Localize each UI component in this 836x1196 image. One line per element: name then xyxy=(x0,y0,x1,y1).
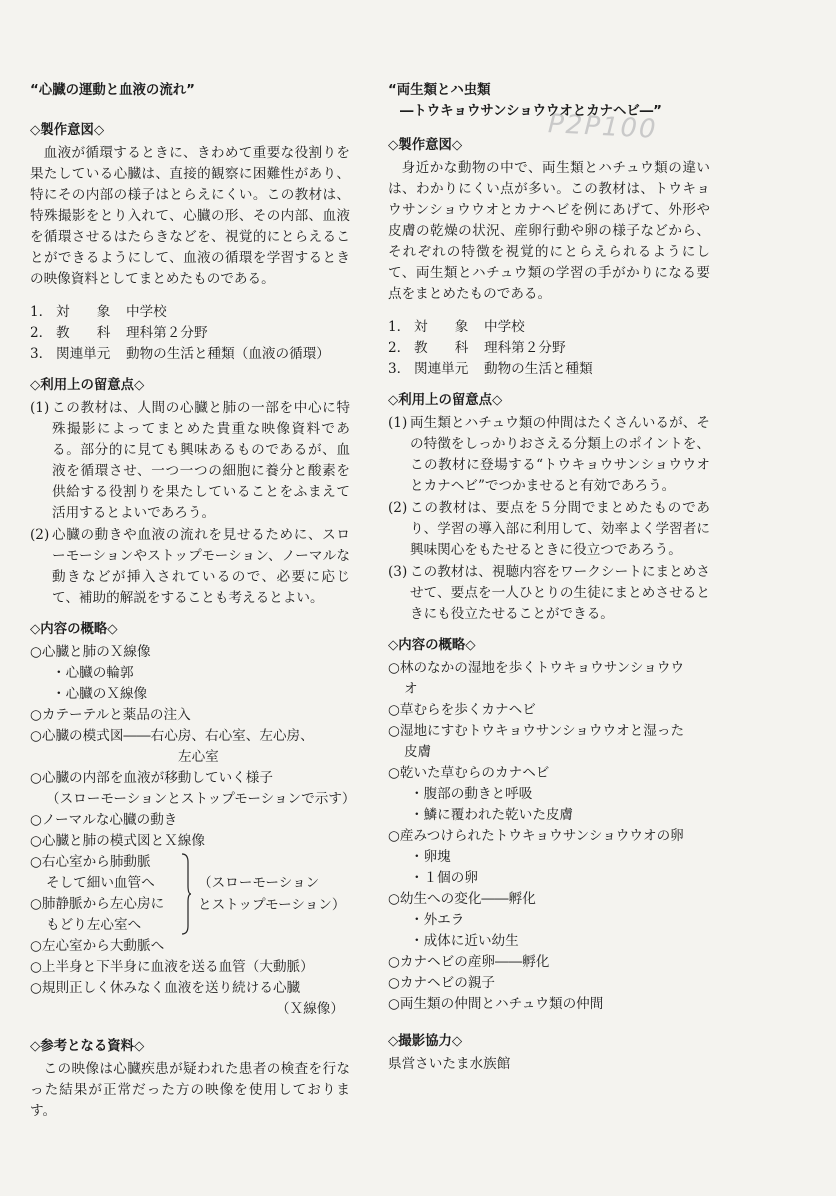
left-notes-heading: ◇利用上の留意点◇ xyxy=(30,378,145,393)
meta-value: 理科第２分野 xyxy=(126,325,208,341)
left-content-heading: ◇内容の概略◇ xyxy=(30,622,118,637)
note-item xyxy=(388,498,710,561)
left-meta-list xyxy=(30,302,350,365)
meta-label: 対 象 xyxy=(414,319,469,335)
note-item xyxy=(30,525,350,609)
list-item: ○規則正しく休みなく血液を送り続ける心臓 xyxy=(30,980,301,996)
note-text: この教材は、視聴内容をワークシートにまとめさせて、要点を一人ひとりの生徒にまとめさせるときにも役立たせることができる。 xyxy=(410,564,710,622)
meta-value: 中学校 xyxy=(484,319,525,335)
right-credit-text: 県営さいたま水族館 xyxy=(388,1056,511,1072)
note-item xyxy=(388,413,710,497)
list-item: ○草むらを歩くカナヘビ xyxy=(388,702,536,718)
note-num: (2) xyxy=(30,527,50,543)
list-item: ○左心室から大動脈へ xyxy=(30,938,165,954)
list-item-continuation: 皮膚 xyxy=(404,744,432,760)
right-credit-heading: ◇撮影協力◇ xyxy=(388,1034,463,1049)
list-item: ○乾いた草むらのカナヘビ xyxy=(388,765,550,781)
list-item: ○カテーテルと薬品の注入 xyxy=(30,707,191,723)
brace-group xyxy=(30,852,350,936)
list-item: ○上半身と下半身に血液を送る血管（大動脈） xyxy=(30,959,314,975)
list-item: ○林のなかの湿地を歩くトウキョウサンショウウ xyxy=(388,660,685,676)
left-ref-heading: ◇参考となる資料◇ xyxy=(30,1039,145,1054)
list-item: ○カナヘビの親子 xyxy=(388,975,496,991)
note-item xyxy=(388,562,710,625)
list-subitem: ・成体に近い幼生 xyxy=(410,933,519,949)
meta-value: 動物の生活と種類（血液の循環） xyxy=(126,346,330,362)
list-item: ○肺静脈から左心房に xyxy=(30,896,165,912)
right-meta-row xyxy=(388,359,710,380)
list-item-continuation: （Ｘ線像） xyxy=(276,1001,344,1017)
meta-num: 1． xyxy=(30,304,53,320)
list-item: ○湿地にすむトウキョウサンショウウオと湿った xyxy=(388,723,685,739)
list-subitem: ・１個の卵 xyxy=(410,870,478,886)
left-meta-row xyxy=(30,344,350,365)
note-item xyxy=(30,398,350,524)
brace-items xyxy=(30,852,180,936)
left-meta-row xyxy=(30,302,350,323)
list-item-continuation: オ xyxy=(404,681,418,697)
meta-value: 動物の生活と種類 xyxy=(484,361,593,377)
meta-value: 中学校 xyxy=(126,304,167,320)
left-purpose-heading: ◇製作意図◇ xyxy=(30,123,105,138)
right-meta-row xyxy=(388,317,710,338)
meta-num: 2． xyxy=(388,340,411,356)
list-item: ○心臓と肺の模式図とＸ線像 xyxy=(30,833,205,849)
list-item: ○右心室から肺動脈 xyxy=(30,854,151,870)
list-item: ○産みつけられたトウキョウサンショウウオの卵 xyxy=(388,828,684,844)
list-item: ○心臓の模式図――右心房、右心室、左心房、 xyxy=(30,728,314,744)
right-purpose-text: 身近かな動物の中で、両生類とハチュウ類の違いは、わかりにくい点が多い。この教材は、トウキョウサンショウウオとカナヘビを例にあげて、外形や皮膚の乾燥の状況、産卵行動や卵の様子などから、それぞれの特徴を視覚的にとらえられるようにして、両生類とハチュウ類の学習の手がかりになる要点をまとめたものである。 xyxy=(388,160,710,302)
list-subitem: ・心臓のＸ線像 xyxy=(52,686,148,702)
content-list xyxy=(30,642,356,1020)
right-purpose-heading: ◇製作意図◇ xyxy=(388,138,463,153)
meta-label: 教 科 xyxy=(56,325,111,341)
meta-num: 1． xyxy=(388,319,411,335)
note-text: 両生類とハチュウ類の仲間はたくさんいるが、その特徴をしっかりおさえる分類上のポイントを、この教材に登場する“トウキョウサンショウウオとカナヘビ”でつかませると有効であろう。 xyxy=(410,415,710,494)
list-item-continuation: そして細い血管へ xyxy=(46,875,155,891)
note-num: (1) xyxy=(388,415,408,431)
right-content-heading: ◇内容の概略◇ xyxy=(388,638,476,653)
left-ref-text: この映像は心臓疾患が疑われた患者の検査を行なった結果が正常だった方の映像を使用しております。 xyxy=(30,1061,350,1119)
content-list xyxy=(388,658,710,1015)
list-subitem: ・心臓の輪郭 xyxy=(52,665,134,681)
list-subitem: ・鱗に覆われた乾いた皮膚 xyxy=(410,807,574,823)
left-title: “心臓の運動と血液の流れ” xyxy=(30,83,195,98)
list-item-continuation: 左心室 xyxy=(178,749,219,765)
right-subtitle: ―トウキョウサンショウウオとカナヘビ―” xyxy=(400,104,662,119)
note-text: この教材は、要点を５分間でまとめたものであり、学習の導入部に利用して、効率よく学習者に興味関心をもたせるときに役立つであろう。 xyxy=(410,500,710,558)
list-subitem: ・卵塊 xyxy=(410,849,451,865)
meta-label: 対 象 xyxy=(56,304,111,320)
left-purpose-text: 血液が循環するときに、きわめて重要な役割りを果たしている心臓は、直接的観察に困難性があり、特にその内部の様子はとらえにくい。この教材は、特殊撮影をとり入れて、心臓の形、その内部、血液を循環させるはたらきなどを、視覚的にとらえることができるようにして、血液の循環を学習するときの映像資料としてまとめたものである。 xyxy=(30,145,350,287)
brace-label-line: （スローモーション xyxy=(198,875,320,891)
page-stamp: P2P100 xyxy=(547,109,659,145)
meta-label: 教 科 xyxy=(414,340,469,356)
list-subitem: ・腹部の動きと呼吸 xyxy=(410,786,533,802)
note-num: (2) xyxy=(388,500,408,516)
right-title: “両生類とハ虫類 xyxy=(388,83,491,98)
right-column xyxy=(388,80,710,1075)
right-meta-list xyxy=(388,317,710,380)
brace-label xyxy=(192,852,346,936)
list-item-continuation: もどり左心室へ xyxy=(46,917,142,933)
right-brace-icon xyxy=(180,852,192,936)
list-item: ○心臓と肺のＸ線像 xyxy=(30,644,151,660)
meta-label: 関連単元 xyxy=(56,346,111,362)
note-num: (3) xyxy=(388,564,408,580)
meta-num: 3． xyxy=(388,361,411,377)
right-meta-row xyxy=(388,338,710,359)
list-item-continuation: （スローモーションとストップモーションで示す） xyxy=(46,791,356,807)
list-item: ○カナヘビの産卵――孵化 xyxy=(388,954,550,970)
list-item: ○両生類の仲間とハチュウ類の仲間 xyxy=(388,996,604,1012)
list-item: ○ノーマルな心臓の動き xyxy=(30,812,178,828)
note-text: 心臓の動きや血液の流れを見せるために、スローモーションやストップモーション、ノーマルな動きなどが挿入されているので、必要に応じて、補助的解説をすることも考えるとよい。 xyxy=(52,527,350,606)
left-meta-row xyxy=(30,323,350,344)
meta-num: 3． xyxy=(30,346,53,362)
left-column xyxy=(30,80,356,1122)
meta-value: 理科第２分野 xyxy=(484,340,566,356)
right-notes-heading: ◇利用上の留意点◇ xyxy=(388,393,503,408)
note-num: (1) xyxy=(30,400,50,416)
list-item: ○心臓の内部を血液が移動していく様子 xyxy=(30,770,273,786)
brace-label-line: とストップモーション） xyxy=(198,897,346,913)
list-item: ○幼生への変化――孵化 xyxy=(388,891,536,907)
meta-num: 2． xyxy=(30,325,53,341)
list-subitem: ・外エラ xyxy=(410,912,465,928)
meta-label: 関連単元 xyxy=(414,361,469,377)
note-text: この教材は、人間の心臓と肺の一部を中心に特殊撮影によってまとめた貴重な映像資料である。部分的に見ても興味あるものであるが、血液を循環させ、一つ一つの細胞に養分と酸素を供給する役割りを果たしていることをふまえて活用するとよいであろう。 xyxy=(52,400,350,521)
